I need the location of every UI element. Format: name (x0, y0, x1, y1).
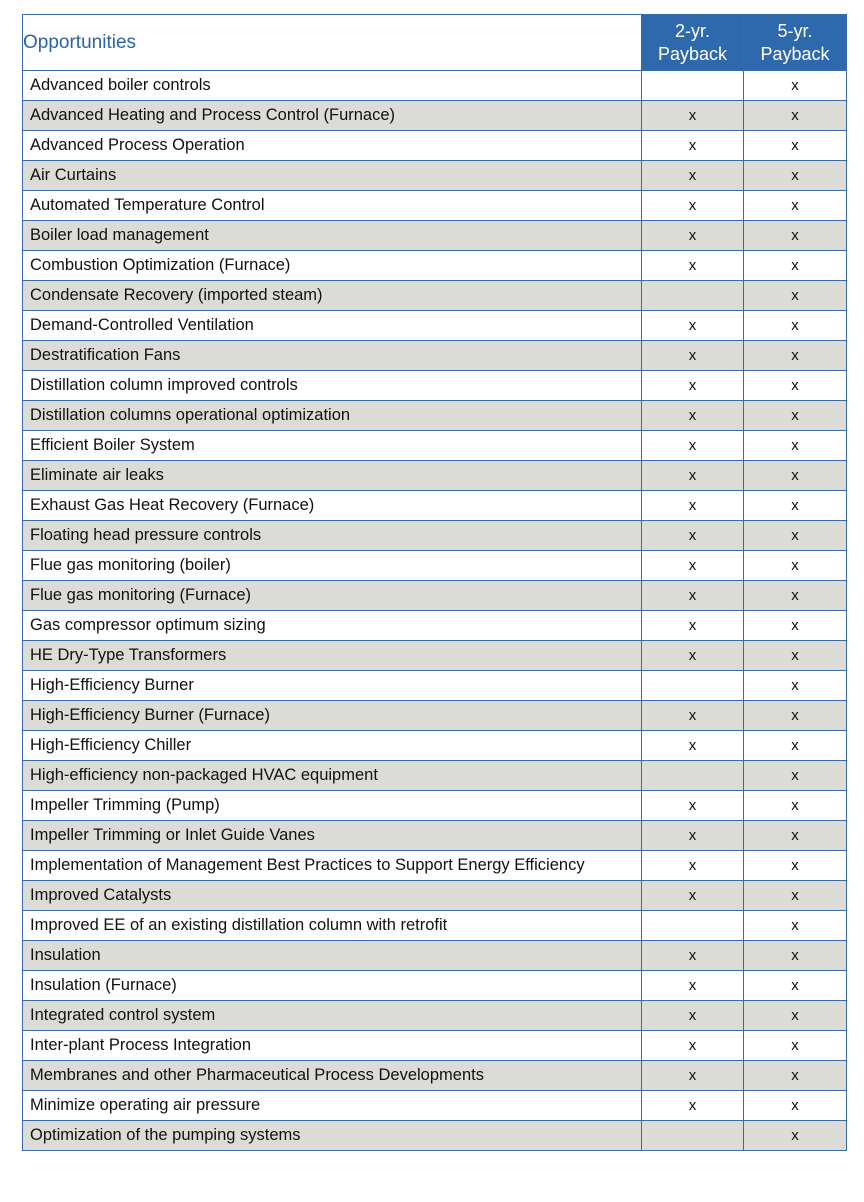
two-year-payback-mark: x (642, 161, 744, 191)
header-row (23, 15, 847, 71)
two-year-payback-mark: x (642, 611, 744, 641)
five-year-payback-mark: x (744, 101, 847, 131)
five-year-payback-mark: x (744, 701, 847, 731)
two-year-payback-mark: x (642, 401, 744, 431)
two-year-payback-mark: x (642, 371, 744, 401)
table-row (23, 1031, 847, 1061)
opportunity-name: Air Curtains (23, 161, 642, 191)
opportunity-name: High-Efficiency Chiller (23, 731, 642, 761)
two-year-payback-mark: x (642, 191, 744, 221)
table-body (23, 71, 847, 1151)
five-year-payback-mark: x (744, 941, 847, 971)
opportunity-name: Boiler load management (23, 221, 642, 251)
opportunity-name: Distillation column improved controls (23, 371, 642, 401)
two-year-payback-header (642, 15, 744, 71)
two-year-payback-mark (642, 671, 744, 701)
five-year-payback-mark: x (744, 221, 847, 251)
two-year-payback-mark: x (642, 311, 744, 341)
opportunity-name: Flue gas monitoring (Furnace) (23, 581, 642, 611)
two-year-payback-mark (642, 281, 744, 311)
two-year-payback-mark: x (642, 461, 744, 491)
two-year-payback-mark: x (642, 521, 744, 551)
table-row (23, 971, 847, 1001)
two-year-payback-mark: x (642, 701, 744, 731)
five-year-payback-mark: x (744, 281, 847, 311)
opportunity-name: Destratification Fans (23, 341, 642, 371)
table-row (23, 671, 847, 701)
table-row (23, 851, 847, 881)
two-year-payback-mark: x (642, 821, 744, 851)
table-row (23, 1001, 847, 1031)
opportunity-name: High-efficiency non-packaged HVAC equipment (23, 761, 642, 791)
five-year-payback-header (744, 15, 847, 71)
five-year-payback-mark: x (744, 671, 847, 701)
five-year-payback-mark: x (744, 431, 847, 461)
five-year-label: 5-yr. (777, 20, 813, 41)
opportunity-name: Exhaust Gas Heat Recovery (Furnace) (23, 491, 642, 521)
opportunity-name: Advanced Heating and Process Control (Furnace) (23, 101, 642, 131)
opportunity-name: Demand-Controlled Ventilation (23, 311, 642, 341)
opportunity-name: Impeller Trimming (Pump) (23, 791, 642, 821)
opportunity-name: Gas compressor optimum sizing (23, 611, 642, 641)
opportunity-name: Advanced boiler controls (23, 71, 642, 101)
five-year-payback-mark: x (744, 851, 847, 881)
table-row (23, 431, 847, 461)
table-row (23, 761, 847, 791)
five-year-payback-mark: x (744, 731, 847, 761)
two-year-payback-mark: x (642, 221, 744, 251)
five-year-payback-mark: x (744, 881, 847, 911)
opportunity-name: Implementation of Management Best Practices to Support Energy Efficiency (23, 851, 642, 881)
table-row (23, 911, 847, 941)
two-year-payback-label: Payback (657, 43, 728, 64)
five-year-payback-mark: x (744, 491, 847, 521)
table-row (23, 1061, 847, 1091)
five-year-payback-mark: x (744, 641, 847, 671)
opportunity-name: Minimize operating air pressure (23, 1091, 642, 1121)
five-year-payback-mark: x (744, 521, 847, 551)
two-year-payback-mark: x (642, 1061, 744, 1091)
two-year-payback-mark: x (642, 581, 744, 611)
five-year-payback-mark: x (744, 161, 847, 191)
table-row (23, 521, 847, 551)
two-year-payback-mark: x (642, 791, 744, 821)
table-row (23, 821, 847, 851)
two-year-payback-mark: x (642, 341, 744, 371)
five-year-payback-mark: x (744, 611, 847, 641)
two-year-payback-mark: x (642, 101, 744, 131)
opportunity-name: Integrated control system (23, 1001, 642, 1031)
opportunity-name: High-Efficiency Burner (23, 671, 642, 701)
opportunity-name: Impeller Trimming or Inlet Guide Vanes (23, 821, 642, 851)
table-row (23, 341, 847, 371)
five-year-payback-mark: x (744, 1031, 847, 1061)
table-row (23, 371, 847, 401)
table-row (23, 581, 847, 611)
two-year-payback-mark: x (642, 1001, 744, 1031)
two-year-payback-mark (642, 1121, 744, 1151)
two-year-payback-mark: x (642, 731, 744, 761)
opportunity-name: High-Efficiency Burner (Furnace) (23, 701, 642, 731)
five-year-payback-mark: x (744, 911, 847, 941)
two-year-payback-mark: x (642, 1091, 744, 1121)
table-row (23, 731, 847, 761)
opportunity-name: Improved Catalysts (23, 881, 642, 911)
opportunity-name: Flue gas monitoring (boiler) (23, 551, 642, 581)
two-year-payback-mark: x (642, 131, 744, 161)
two-year-payback-mark: x (642, 851, 744, 881)
five-year-payback-mark: x (744, 821, 847, 851)
opportunities-header: Opportunities (23, 15, 642, 71)
five-year-payback-mark: x (744, 1121, 847, 1151)
table-row (23, 611, 847, 641)
five-year-payback-mark: x (744, 131, 847, 161)
opportunity-name: Optimization of the pumping systems (23, 1121, 642, 1151)
five-year-payback-mark: x (744, 1091, 847, 1121)
opportunity-name: Automated Temperature Control (23, 191, 642, 221)
opportunity-name: Condensate Recovery (imported steam) (23, 281, 642, 311)
table-row (23, 881, 847, 911)
five-year-payback-mark: x (744, 191, 847, 221)
opportunity-name: Improved EE of an existing distillation column with retrofit (23, 911, 642, 941)
opportunities-table (22, 14, 847, 1151)
table-row (23, 461, 847, 491)
table-row (23, 551, 847, 581)
five-year-payback-mark: x (744, 761, 847, 791)
two-year-payback-mark: x (642, 251, 744, 281)
two-year-payback-mark: x (642, 641, 744, 671)
five-year-payback-mark: x (744, 971, 847, 1001)
opportunity-name: Advanced Process Operation (23, 131, 642, 161)
opportunity-name: Combustion Optimization (Furnace) (23, 251, 642, 281)
five-year-payback-mark: x (744, 791, 847, 821)
table-row (23, 641, 847, 671)
two-year-payback-mark (642, 71, 744, 101)
table-row (23, 131, 847, 161)
two-year-payback-mark: x (642, 1031, 744, 1061)
table-row (23, 71, 847, 101)
opportunity-name: Inter-plant Process Integration (23, 1031, 642, 1061)
opportunity-name: Distillation columns operational optimization (23, 401, 642, 431)
table-row (23, 101, 847, 131)
table-row (23, 401, 847, 431)
table-row (23, 281, 847, 311)
five-year-payback-mark: x (744, 461, 847, 491)
opportunity-name: Insulation (23, 941, 642, 971)
two-year-payback-mark: x (642, 551, 744, 581)
two-year-payback-mark: x (642, 491, 744, 521)
two-year-payback-mark: x (642, 881, 744, 911)
opportunity-name: Efficient Boiler System (23, 431, 642, 461)
five-year-payback-mark: x (744, 1001, 847, 1031)
five-year-payback-mark: x (744, 71, 847, 101)
five-year-payback-mark: x (744, 1061, 847, 1091)
table-row (23, 791, 847, 821)
opportunity-name: HE Dry-Type Transformers (23, 641, 642, 671)
opportunity-name: Insulation (Furnace) (23, 971, 642, 1001)
five-year-payback-label: Payback (760, 43, 830, 64)
table-row (23, 251, 847, 281)
two-year-label: 2-yr. (674, 20, 710, 41)
table-row (23, 1121, 847, 1151)
opportunity-name: Floating head pressure controls (23, 521, 642, 551)
five-year-payback-mark: x (744, 371, 847, 401)
table-row (23, 491, 847, 521)
five-year-payback-mark: x (744, 251, 847, 281)
two-year-payback-mark: x (642, 941, 744, 971)
table-row (23, 221, 847, 251)
table-row (23, 1091, 847, 1121)
table-row (23, 161, 847, 191)
table-row (23, 191, 847, 221)
table-row (23, 701, 847, 731)
five-year-payback-mark: x (744, 401, 847, 431)
five-year-payback-mark: x (744, 311, 847, 341)
opportunity-name: Membranes and other Pharmaceutical Process Developments (23, 1061, 642, 1091)
two-year-payback-mark (642, 911, 744, 941)
five-year-payback-mark: x (744, 341, 847, 371)
five-year-payback-mark: x (744, 581, 847, 611)
opportunity-name: Eliminate air leaks (23, 461, 642, 491)
two-year-payback-mark: x (642, 431, 744, 461)
table-row (23, 941, 847, 971)
two-year-payback-mark: x (642, 971, 744, 1001)
table-row (23, 311, 847, 341)
five-year-payback-mark: x (744, 551, 847, 581)
two-year-payback-mark (642, 761, 744, 791)
